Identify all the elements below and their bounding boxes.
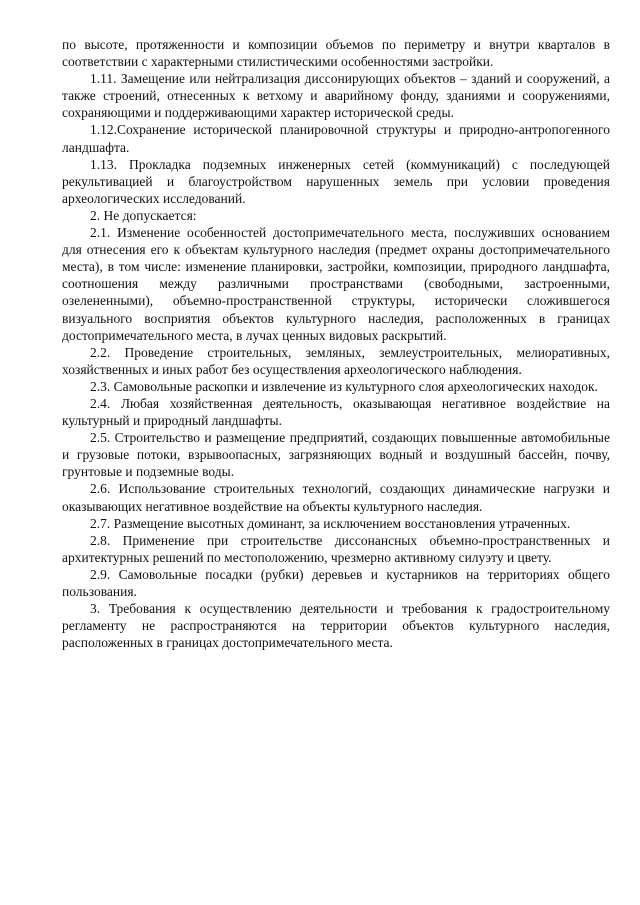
- paragraph-1-13: 1.13. Прокладка подземных инженерных сетей (коммуникаций) с последующей рекультивацией и благоустройством нарушенных земель при условии проведения археологических исследований.: [62, 156, 610, 206]
- paragraph-3: 3. Требования к осуществлению деятельности и требования к градостроительному регламенту не распространяются на территории объектов культурного наследия, расположенных в границах достопримечательного места.: [62, 601, 610, 651]
- paragraph-1-12: 1.12.Сохранение исторической планировочной структуры и природно-антропогенного ландшафта.: [62, 122, 610, 155]
- paragraph-continuation: по высоте, протяженности и композиции объемов по периметру и внутри кварталов в соответствии с характерными стилистическими особенностями застройки.: [62, 37, 610, 70]
- paragraph-2-8: 2.8. Применение при строительстве диссонансных объемно-пространственных и архитектурных решений по местоположению, чрезмерно активному силуэту и цвету.: [62, 532, 610, 565]
- paragraph-2-6: 2.6. Использование строительных технологий, создающих динамические нагрузки и оказывающих негативное воздействие на объекты культурного наследия.: [62, 481, 610, 514]
- paragraph-2-7: 2.7. Размещение высотных доминант, за исключением восстановления утраченных.: [90, 515, 571, 531]
- paragraph-2-4: 2.4. Любая хозяйственная деятельность, оказывающая негативное воздействие на культурный и природный ландшафты.: [62, 395, 610, 429]
- document-page: [62, 36, 610, 651]
- paragraph-2-2: 2.2. Проведение строительных, земляных, землеустроительных, мелиоративных, хозяйственных и иных работ без осуществления археологического наблюдения.: [62, 344, 610, 377]
- paragraph-1-11: 1.11. Замещение или нейтрализация диссонирующих объектов – зданий и сооружений, а также строений, отнесенных к ветхому и аварийному фонду, зданиями и сооружениями, сохраняющими и поддерживающими характер исторической среды.: [62, 71, 610, 121]
- paragraph-2-3: 2.3. Самовольные раскопки и извлечение из культурного слоя археологических находок.: [90, 378, 598, 394]
- paragraph-2-5: 2.5. Строительство и размещение предприятий, создающих повышенные автомобильные и грузовые потоки, взрывоопасных, загрязняющих водный и воздушный бассейн, почву, грунтовые и подземные воды.: [62, 430, 610, 480]
- paragraph-2-1: 2.1. Изменение особенностей достопримечательного места, послуживших основанием для отнесения его к объектам культурного наследия (предмет охраны достопримечательного места), в том числе: изменение планировки, застройки, композиции, природного ландшафта, соотношения между различными пространствами (свободными, застроенными, озелененными), объемно-пространственной структуры, исторически сложившегося визуального восприятия объектов культурного наследия, расположенных в границах достопримечательного места, в лучах ценных видовых раскрытий.: [62, 225, 610, 343]
- paragraph-2-9: 2.9. Самовольные посадки (рубки) деревьев и кустарников на территориях общего пользования.: [62, 566, 610, 599]
- paragraph-2-heading: 2. Не допускается:: [90, 207, 197, 223]
